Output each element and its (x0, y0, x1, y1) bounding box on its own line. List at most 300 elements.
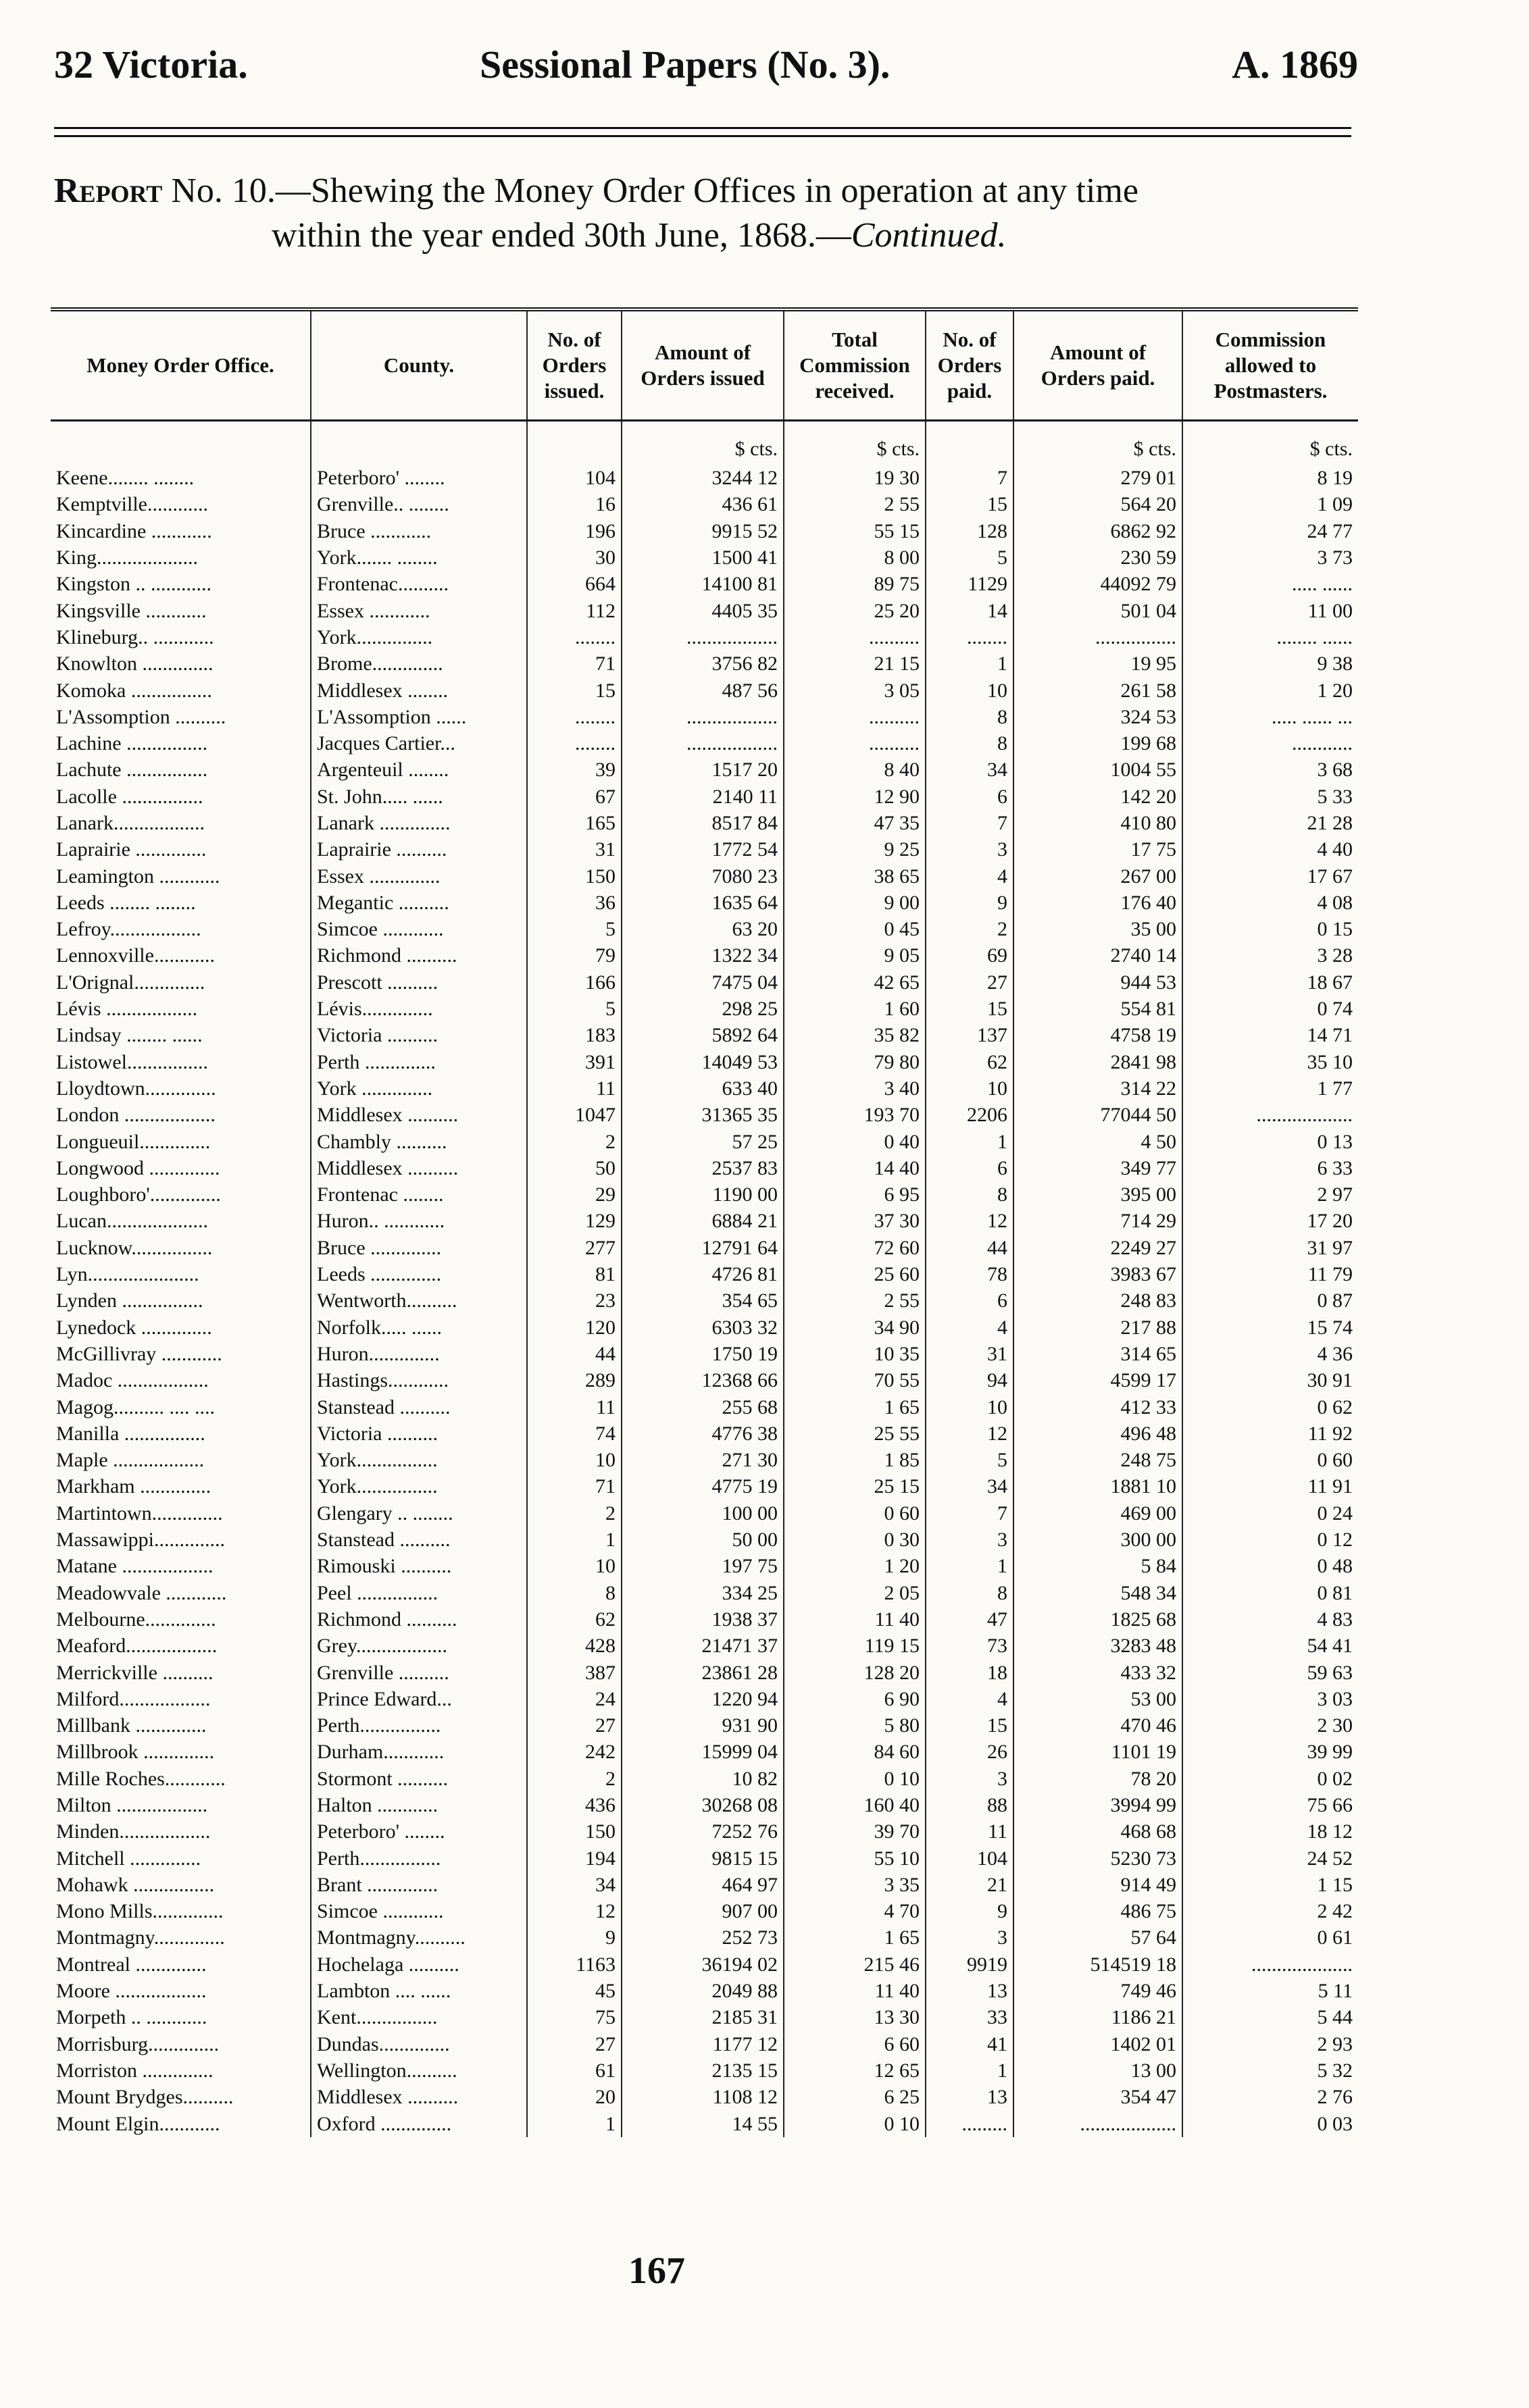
orders-paid-cell: 44 (926, 1235, 1013, 1261)
orders-paid-cell: 2206 (926, 1102, 1013, 1128)
county-cell: L'Assomption ...... (311, 704, 527, 730)
table-row (51, 1420, 1358, 1447)
county-cell: Richmond .......... (311, 942, 527, 969)
header-right: A. 1869 (1232, 43, 1358, 86)
amount-paid-cell: 314 22 (1013, 1075, 1182, 1102)
amount-paid-cell: 142 20 (1013, 784, 1182, 810)
commission-allowed-cell: 6 33 (1182, 1155, 1358, 1181)
commission-received-cell: .......... (784, 730, 926, 757)
commission-allowed-cell: 2 97 (1182, 1181, 1358, 1208)
amount-paid-cell: 564 20 (1013, 491, 1182, 517)
orders-paid-cell: 26 (926, 1739, 1013, 1765)
orders-issued-cell: 45 (527, 1978, 622, 2004)
table-row (51, 836, 1358, 863)
commission-allowed-cell: 0 24 (1182, 1500, 1358, 1527)
office-cell: Kemptville............ (56, 493, 208, 516)
commission-received-cell: 11 40 (784, 1978, 926, 2004)
table-row (51, 1924, 1358, 1951)
county-cell: Peel ................ (311, 1579, 527, 1606)
orders-paid-cell: 14 (926, 597, 1013, 623)
table-row (51, 1633, 1358, 1659)
table-row (51, 1978, 1358, 2004)
county-cell: York............... (311, 624, 527, 650)
county-cell: Huron.. ............ (311, 1208, 527, 1234)
amount-issued-cell: 633 40 (622, 1075, 784, 1102)
amount-paid-cell: 6862 92 (1013, 518, 1182, 544)
county-cell: Leeds .............. (311, 1261, 527, 1287)
table-row (51, 996, 1358, 1022)
commission-received-cell: 193 70 (784, 1102, 926, 1128)
commission-allowed-cell: 4 83 (1182, 1606, 1358, 1633)
units-row (51, 421, 1358, 465)
orders-paid-cell: 13 (926, 1978, 1013, 2004)
orders-paid-cell: 2 (926, 916, 1013, 942)
table-row (51, 2110, 1358, 2136)
office-cell: Longueuil.............. (56, 1130, 211, 1153)
orders-paid-cell: 104 (926, 1845, 1013, 1871)
office-cell: Knowlton .............. (56, 652, 214, 675)
office-cell: Lachute ................ (56, 759, 208, 782)
county-cell: Essex ............ (311, 597, 527, 623)
orders-paid-cell: 137 (926, 1022, 1013, 1048)
orders-paid-cell: 62 (926, 1049, 1013, 1075)
orders-issued-cell: 5 (527, 916, 622, 942)
amount-issued-cell: 931 90 (622, 1712, 784, 1739)
page-number: 167 (628, 2250, 685, 2292)
amount-paid-cell: 4599 17 (1013, 1367, 1182, 1393)
commission-allowed-cell: 1 77 (1182, 1075, 1358, 1102)
orders-issued-cell: 23 (527, 1287, 622, 1314)
commission-allowed-cell: 11 92 (1182, 1420, 1358, 1447)
amount-issued-cell: 3756 82 (622, 650, 784, 677)
commission-allowed-cell: 3 73 (1182, 544, 1358, 571)
amount-paid-cell: 2249 27 (1013, 1235, 1182, 1261)
amount-issued-cell: 1938 37 (622, 1606, 784, 1633)
county-cell: Halton ............ (311, 1792, 527, 1818)
orders-issued-cell: 81 (527, 1261, 622, 1287)
orders-issued-cell: 20 (527, 2084, 622, 2110)
commission-received-cell: 4 70 (784, 1898, 926, 1924)
county-cell: Richmond .......... (311, 1606, 527, 1633)
office-cell: Klineburg.. ............ (56, 625, 214, 648)
commission-received-cell: 6 60 (784, 2031, 926, 2057)
county-cell: Montmagny.......... (311, 1924, 527, 1951)
orders-paid-cell: 7 (926, 1500, 1013, 1527)
amount-issued-cell: 2537 83 (622, 1155, 784, 1181)
amount-issued-cell: 21471 37 (622, 1633, 784, 1659)
orders-issued-cell: 10 (527, 1447, 622, 1473)
county-cell: Grenville .......... (311, 1659, 527, 1685)
county-cell: Stormont .......... (311, 1766, 527, 1792)
office-cell: Manilla ................ (56, 1422, 205, 1445)
commission-allowed-cell: 1 09 (1182, 491, 1358, 517)
office-cell: Lévis .................. (56, 998, 198, 1021)
commission-received-cell: 0 10 (784, 2110, 926, 2136)
orders-paid-cell: 9 (926, 1898, 1013, 1924)
orders-paid-cell: 3 (926, 1766, 1013, 1792)
office-cell: Madoc .................. (56, 1369, 209, 1392)
column-header-amount-issued: Amount of Orders issued (622, 309, 784, 421)
orders-issued-cell: 27 (527, 1712, 622, 1739)
table-row (51, 1181, 1358, 1208)
orders-issued-cell: ........ (527, 704, 622, 730)
commission-allowed-cell: 35 10 (1182, 1049, 1358, 1075)
amount-issued-cell: 2185 31 (622, 2004, 784, 2030)
commission-allowed-cell: 0 15 (1182, 916, 1358, 942)
commission-allowed-cell: 11 79 (1182, 1261, 1358, 1287)
county-cell: Bruce ............ (311, 518, 527, 544)
office-cell: Mitchell .............. (56, 1847, 201, 1870)
amount-issued-cell: 271 30 (622, 1447, 784, 1473)
amount-paid-cell: ................ (1013, 624, 1182, 650)
amount-paid-cell: 1186 21 (1013, 2004, 1182, 2030)
report-title-line1: No. 10.—Shewing the Money Order Offices in operation at any time (171, 172, 1138, 210)
orders-issued-cell: 183 (527, 1022, 622, 1048)
orders-issued-cell: 12 (527, 1898, 622, 1924)
orders-paid-cell: 4 (926, 1686, 1013, 1712)
amount-issued-cell: 334 25 (622, 1579, 784, 1606)
commission-allowed-cell: 5 44 (1182, 2004, 1358, 2030)
county-cell: Frontenac.......... (311, 571, 527, 597)
unit-cell (926, 421, 1013, 465)
county-cell: Durham............ (311, 1739, 527, 1765)
commission-allowed-cell: ............ (1182, 730, 1358, 757)
office-cell: Markham .............. (56, 1475, 211, 1498)
orders-issued-cell: 1 (527, 2110, 622, 2136)
orders-issued-cell: 129 (527, 1208, 622, 1234)
amount-issued-cell: 197 75 (622, 1553, 784, 1579)
county-cell: York................ (311, 1447, 527, 1473)
orders-paid-cell: 12 (926, 1208, 1013, 1234)
county-cell: Argenteuil ........ (311, 757, 527, 783)
commission-allowed-cell: 21 28 (1182, 810, 1358, 836)
commission-allowed-cell: 2 93 (1182, 2031, 1358, 2057)
county-cell: Lanark .............. (311, 810, 527, 836)
table-row (51, 1287, 1358, 1314)
office-cell: Loughboro'.............. (56, 1183, 221, 1206)
amount-issued-cell: .................. (622, 704, 784, 730)
amount-issued-cell: 3244 12 (622, 465, 784, 491)
header-left: 32 Victoria. (54, 43, 248, 86)
commission-allowed-cell: 39 99 (1182, 1739, 1358, 1765)
amount-paid-cell: 176 40 (1013, 890, 1182, 916)
office-cell: Kingsville ............ (56, 599, 207, 622)
office-cell: L'Assomption .......... (56, 705, 226, 728)
amount-paid-cell: 5230 73 (1013, 1845, 1182, 1871)
commission-received-cell: 70 55 (784, 1367, 926, 1393)
amount-paid-cell: 469 00 (1013, 1500, 1182, 1527)
commission-received-cell: 3 05 (784, 677, 926, 703)
office-cell: Moore .................. (56, 1980, 207, 2003)
amount-issued-cell: 23861 28 (622, 1659, 784, 1685)
orders-issued-cell: 44 (527, 1341, 622, 1367)
commission-received-cell: 160 40 (784, 1792, 926, 1818)
amount-paid-cell: 300 00 (1013, 1527, 1182, 1553)
orders-issued-cell: 75 (527, 2004, 622, 2030)
orders-issued-cell: 16 (527, 491, 622, 517)
commission-received-cell: 38 65 (784, 863, 926, 889)
amount-issued-cell: 1108 12 (622, 2084, 784, 2110)
office-cell: Martintown.............. (56, 1502, 223, 1525)
commission-received-cell: 3 40 (784, 1075, 926, 1102)
table-row (51, 863, 1358, 889)
office-cell: Lachine ................ (56, 732, 208, 755)
commission-allowed-cell: 15 74 (1182, 1314, 1358, 1341)
commission-received-cell: 1 65 (784, 1393, 926, 1420)
orders-paid-cell: 9919 (926, 1951, 1013, 1978)
amount-paid-cell: 501 04 (1013, 597, 1182, 623)
county-cell: Hochelaga .......... (311, 1951, 527, 1978)
amount-paid-cell: 2841 98 (1013, 1049, 1182, 1075)
county-cell: Victoria .......... (311, 1420, 527, 1447)
commission-received-cell: 6 25 (784, 2084, 926, 2110)
amount-paid-cell: 230 59 (1013, 544, 1182, 571)
table-row (51, 1049, 1358, 1075)
amount-issued-cell: 2049 88 (622, 1978, 784, 2004)
orders-issued-cell: ........ (527, 624, 622, 650)
amount-issued-cell: 36194 02 (622, 1951, 784, 1978)
amount-issued-cell: 436 61 (622, 491, 784, 517)
commission-received-cell: 6 95 (784, 1181, 926, 1208)
header-center: Sessional Papers (No. 3). (480, 43, 891, 86)
county-cell: Lévis.............. (311, 996, 527, 1022)
orders-paid-cell: 9 (926, 890, 1013, 916)
amount-paid-cell: 217 88 (1013, 1314, 1182, 1341)
amount-issued-cell: 31365 35 (622, 1102, 784, 1128)
amount-issued-cell: 14 55 (622, 2110, 784, 2136)
orders-issued-cell: 120 (527, 1314, 622, 1341)
report-title-line2: within the year ended 30th June, 1868.— (272, 216, 851, 255)
table-row (51, 544, 1358, 571)
table-body (51, 421, 1358, 2137)
column-header-orders-paid: No. of Orders paid. (926, 309, 1013, 421)
commission-allowed-cell: 4 36 (1182, 1341, 1358, 1367)
commission-allowed-cell: 0 13 (1182, 1128, 1358, 1154)
amount-paid-cell: 314 65 (1013, 1341, 1182, 1367)
amount-issued-cell: 12791 64 (622, 1235, 784, 1261)
county-cell: Laprairie .......... (311, 836, 527, 863)
commission-allowed-cell: 11 00 (1182, 597, 1358, 623)
commission-received-cell: 8 40 (784, 757, 926, 783)
table-row (51, 1872, 1358, 1898)
orders-paid-cell: 11 (926, 1818, 1013, 1845)
office-cell: L'Orignal.............. (56, 971, 205, 994)
amount-issued-cell: .................. (622, 730, 784, 757)
amount-issued-cell: 2140 11 (622, 784, 784, 810)
county-cell: Perth .............. (311, 1049, 527, 1075)
amount-paid-cell: 433 32 (1013, 1659, 1182, 1685)
table-row (51, 597, 1358, 623)
table-row (51, 1792, 1358, 1818)
commission-allowed-cell: 3 68 (1182, 757, 1358, 783)
header-rule-bottom (54, 135, 1351, 137)
orders-issued-cell: 61 (527, 2057, 622, 2084)
commission-allowed-cell: 9 38 (1182, 650, 1358, 677)
orders-paid-cell: 73 (926, 1633, 1013, 1659)
county-cell: Prescott .......... (311, 969, 527, 996)
office-cell: Lennoxville............ (56, 944, 215, 967)
table-row (51, 1473, 1358, 1500)
orders-paid-cell: 33 (926, 2004, 1013, 2030)
commission-allowed-cell: 5 11 (1182, 1978, 1358, 2004)
county-cell: York .............. (311, 1075, 527, 1102)
amount-issued-cell: 1500 41 (622, 544, 784, 571)
office-cell: Meadowvale ............ (56, 1581, 227, 1604)
amount-paid-cell: 4 50 (1013, 1128, 1182, 1154)
commission-received-cell: 79 80 (784, 1049, 926, 1075)
commission-allowed-cell: ..... ...... (1182, 571, 1358, 597)
commission-allowed-cell: 3 03 (1182, 1686, 1358, 1712)
column-header-commission-received: Total Commission received. (784, 309, 926, 421)
commission-allowed-cell: ........ ...... (1182, 624, 1358, 650)
orders-issued-cell: 428 (527, 1633, 622, 1659)
orders-issued-cell: 8 (527, 1579, 622, 1606)
office-cell: Lloydtown.............. (56, 1077, 216, 1100)
office-cell: Magog.......... .... .... (56, 1395, 215, 1418)
orders-issued-cell: 387 (527, 1659, 622, 1685)
orders-issued-cell: 242 (527, 1739, 622, 1765)
amount-paid-cell: 279 01 (1013, 465, 1182, 491)
county-cell: Wentworth.......... (311, 1287, 527, 1314)
commission-allowed-cell: 5 33 (1182, 784, 1358, 810)
orders-paid-cell: 69 (926, 942, 1013, 969)
commission-received-cell: 25 60 (784, 1261, 926, 1287)
amount-issued-cell: 100 00 (622, 1500, 784, 1527)
commission-received-cell: 39 70 (784, 1818, 926, 1845)
amount-paid-cell: 395 00 (1013, 1181, 1182, 1208)
amount-paid-cell: 496 48 (1013, 1420, 1182, 1447)
orders-issued-cell: 74 (527, 1420, 622, 1447)
amount-paid-cell: 1004 55 (1013, 757, 1182, 783)
orders-paid-cell: 5 (926, 544, 1013, 571)
commission-allowed-cell: 0 61 (1182, 1924, 1358, 1951)
office-cell: Minden.................. (56, 1820, 211, 1843)
amount-issued-cell: 12368 66 (622, 1367, 784, 1393)
commission-allowed-cell: 2 76 (1182, 2084, 1358, 2110)
commission-received-cell: 2 05 (784, 1579, 926, 1606)
orders-issued-cell: 39 (527, 757, 622, 783)
orders-paid-cell: 18 (926, 1659, 1013, 1685)
county-cell: Simcoe ............ (311, 916, 527, 942)
county-cell: Oxford .............. (311, 2110, 527, 2136)
table-row (51, 1155, 1358, 1181)
orders-issued-cell: 62 (527, 1606, 622, 1633)
orders-paid-cell: 3 (926, 836, 1013, 863)
commission-allowed-cell: 30 91 (1182, 1367, 1358, 1393)
amount-issued-cell: 4776 38 (622, 1420, 784, 1447)
amount-paid-cell: 3983 67 (1013, 1261, 1182, 1287)
table-row (51, 2084, 1358, 2110)
orders-paid-cell: 15 (926, 1712, 1013, 1739)
table-row (51, 1739, 1358, 1765)
unit-cell: $ cts. (622, 421, 784, 465)
report-title-line2-wrap (54, 213, 1358, 258)
office-cell: Komoka ................ (56, 679, 212, 702)
amount-paid-cell: 470 46 (1013, 1712, 1182, 1739)
amount-issued-cell: 252 73 (622, 1924, 784, 1951)
orders-paid-cell: ........ (926, 624, 1013, 650)
amount-paid-cell: 35 00 (1013, 916, 1182, 942)
column-header-orders-issued: No. of Orders issued. (527, 309, 622, 421)
amount-paid-cell: 57 64 (1013, 1924, 1182, 1951)
office-cell: Millbrook .............. (56, 1741, 215, 1764)
table-row (51, 810, 1358, 836)
office-cell: Leamington ............ (56, 865, 220, 888)
table-row (51, 890, 1358, 916)
orders-paid-cell: 15 (926, 996, 1013, 1022)
orders-issued-cell: 24 (527, 1686, 622, 1712)
orders-paid-cell: 41 (926, 2031, 1013, 2057)
amount-paid-cell: 548 34 (1013, 1579, 1182, 1606)
commission-received-cell: 0 10 (784, 1766, 926, 1792)
orders-paid-cell: 88 (926, 1792, 1013, 1818)
commission-received-cell: 0 60 (784, 1500, 926, 1527)
orders-issued-cell: 11 (527, 1075, 622, 1102)
amount-paid-cell: 261 58 (1013, 677, 1182, 703)
table-row (51, 2031, 1358, 2057)
table-row (51, 624, 1358, 650)
office-cell: Lefroy.................. (56, 918, 201, 941)
commission-allowed-cell: 0 03 (1182, 2110, 1358, 2136)
office-cell: London .................. (56, 1104, 216, 1127)
county-cell: Peterboro' ........ (311, 1818, 527, 1845)
commission-allowed-cell: 18 67 (1182, 969, 1358, 996)
amount-issued-cell: 4405 35 (622, 597, 784, 623)
amount-paid-cell: 1402 01 (1013, 2031, 1182, 2057)
commission-received-cell: 128 20 (784, 1659, 926, 1685)
amount-paid-cell: 53 00 (1013, 1686, 1182, 1712)
county-cell: Bruce .............. (311, 1235, 527, 1261)
amount-paid-cell: 324 53 (1013, 704, 1182, 730)
amount-issued-cell: 5892 64 (622, 1022, 784, 1048)
orders-issued-cell: 67 (527, 784, 622, 810)
amount-issued-cell: 63 20 (622, 916, 784, 942)
county-cell: Huron.............. (311, 1341, 527, 1367)
commission-received-cell: 42 65 (784, 969, 926, 996)
orders-issued-cell: 27 (527, 2031, 622, 2057)
office-cell: Leeds ........ ........ (56, 891, 196, 914)
office-cell: Lucan.................... (56, 1210, 208, 1233)
orders-paid-cell: 6 (926, 1287, 1013, 1314)
table-header-row (51, 309, 1358, 421)
commission-received-cell: 55 10 (784, 1845, 926, 1871)
table-row (51, 730, 1358, 757)
table-row (51, 969, 1358, 996)
table-row (51, 1128, 1358, 1154)
orders-paid-cell: 1 (926, 2057, 1013, 2084)
orders-issued-cell: 196 (527, 518, 622, 544)
county-cell: Dundas.............. (311, 2031, 527, 2057)
amount-paid-cell: 267 00 (1013, 863, 1182, 889)
orders-issued-cell: 15 (527, 677, 622, 703)
table-row (51, 1500, 1358, 1527)
orders-paid-cell: 8 (926, 1181, 1013, 1208)
office-cell: Keene........ ........ (56, 467, 195, 490)
amount-paid-cell: 944 53 (1013, 969, 1182, 996)
amount-issued-cell: 9915 52 (622, 518, 784, 544)
orders-issued-cell: 1047 (527, 1102, 622, 1128)
county-cell: Middlesex ........ (311, 677, 527, 703)
orders-paid-cell: 1129 (926, 571, 1013, 597)
amount-issued-cell: 907 00 (622, 1898, 784, 1924)
commission-allowed-cell: .................... (1182, 1951, 1358, 1978)
office-cell: Montreal .............. (56, 1953, 207, 1976)
amount-issued-cell: 7080 23 (622, 863, 784, 889)
amount-issued-cell: 57 25 (622, 1128, 784, 1154)
amount-paid-cell: 468 68 (1013, 1818, 1182, 1845)
commission-received-cell: 21 15 (784, 650, 926, 677)
county-cell: Lambton .... ...... (311, 1978, 527, 2004)
